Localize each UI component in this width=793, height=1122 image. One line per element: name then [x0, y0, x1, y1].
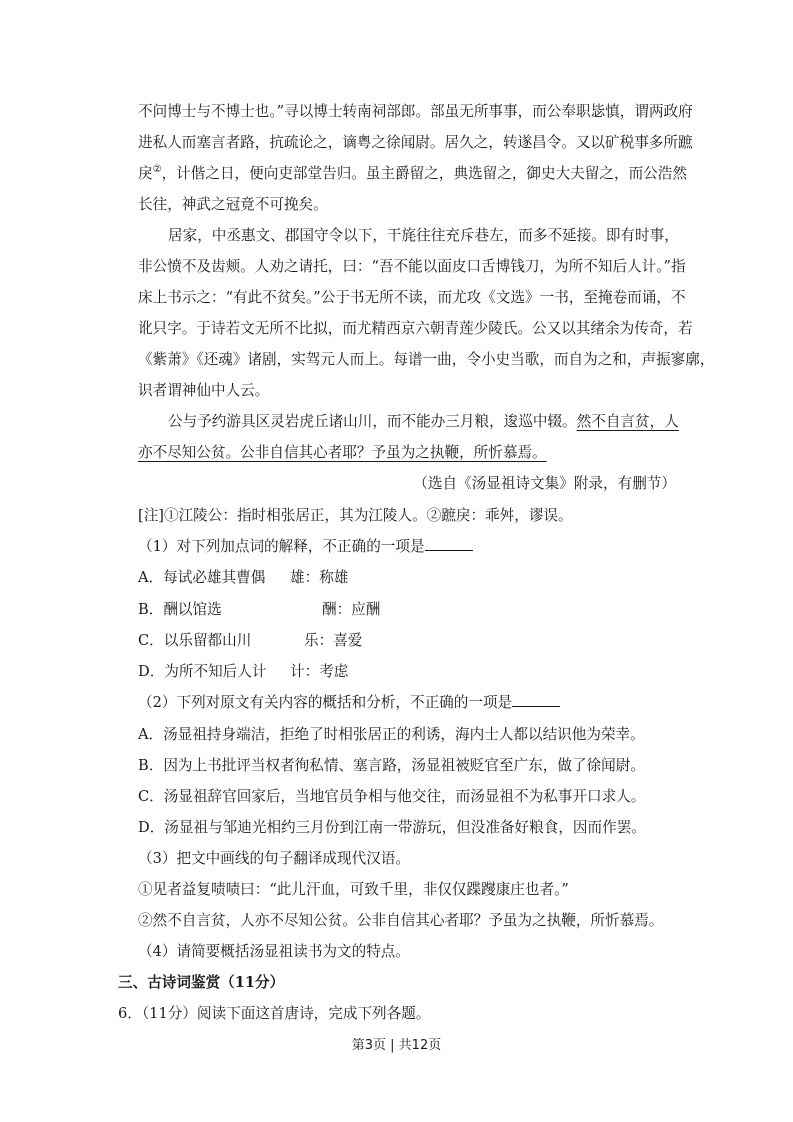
q3-sentence-2: ②然不自言贫，人亦不尽知公贫。公非自信其心者耶？予虽为之执鞭，所忻慕焉。 — [138, 912, 664, 929]
q1-option-a: A．每试必雄其曹偶 — [138, 569, 266, 586]
passage-line: 《紫萧》《还魂》诸剧，实驾元人而上。每谱一曲，令小史当歌，而自为之和，声振寥廓， — [138, 351, 715, 368]
question-stem: （2）下列对原文有关内容的概括和分析，不正确的一项是 — [138, 694, 513, 711]
footnote-mark: ② — [152, 164, 162, 176]
passage-line: 进私人而塞言者路，抗疏论之，谪粤之徐闻尉。居久之，转遂昌令。又以矿税事多所蹠 — [138, 134, 693, 151]
passage-line: 长往，神武之冠竟不可挽矣。 — [138, 196, 328, 213]
question-stem: （1）对下列加点词的解释，不正确的一项是 — [138, 538, 425, 555]
q1-option-c: C．以乐留都山川 — [138, 632, 252, 649]
question-6: 6．（11分）阅读下面这首唐诗，完成下列各题。 — [118, 1005, 431, 1022]
answer-blank — [512, 694, 560, 707]
q2-option-a: A．汤显祖持身端洁，拒绝了时相张居正的利诱，海内士人都以结识他为荣幸。 — [138, 726, 645, 743]
q1-option-b: B．酬以馆选 — [138, 601, 222, 618]
q2-option-d: D．汤显祖与邹迪光相约三月份到江南一带游玩，但没准备好粮食，因而作罢。 — [138, 819, 646, 836]
passage-text: ，计偕之日，便向吏部堂告归。虽主爵留之，典选留之，御史大夫留之，而公浩然 — [161, 165, 687, 182]
passage-line: 居家，中丞惠文、郡国守令以下，干旄往往充斥巷左，而多不延接。即有时事， — [168, 227, 679, 244]
passage-line — [168, 413, 679, 431]
passage-line: 床上书示之：“有此不贫矣。”公于书无所不读，而尤攻《文选》一书，至掩卷而诵，不 — [138, 289, 686, 306]
section-heading: 三、古诗词鉴赏（11分） — [118, 974, 285, 991]
question-4: （4）请简要概括汤显祖读书为文的特点。 — [138, 943, 410, 960]
underlined-sentence: 亦不尽知公贫。公非自信其心者耶？予虽为之执鞭，所忻慕焉。 — [138, 444, 547, 461]
passage-line: 识者谓神仙中人云。 — [138, 382, 270, 399]
passage-line — [138, 164, 687, 183]
q1-option-b-gloss: 酬：应酬 — [322, 601, 381, 618]
underlined-sentence: 然不自言贫，人 — [576, 413, 679, 430]
question-3: （3）把文中画线的句子翻译成现代汉语。 — [138, 850, 410, 867]
passage-line: 讹只字。于诗若文无所不比拟，而尤精西京六朝青莲少陵氏。公又以其绪余为传奇，若 — [138, 320, 693, 337]
page-footer: 第3页 | 共12页 — [351, 1038, 442, 1053]
q1-option-d: D．为所不知后人计 — [138, 663, 267, 680]
passage-line: 不问博士与不博士也。”寻以博士转南祠部郎。部虽无所事事，而公奉职毖慎，谓两政府 — [138, 103, 693, 120]
passage-text: 戾 — [138, 165, 153, 182]
question-1 — [138, 538, 473, 556]
source-citation: （选自《汤显祖诗文集》附录，有删节） — [413, 475, 676, 492]
q2-option-b: B．因为上书批评当权者徇私情、塞言路，汤显祖被贬官至广东，做了徐闻尉。 — [138, 757, 645, 774]
q1-option-d-gloss: 计：考虑 — [290, 663, 349, 680]
q3-sentence-1: ①见者益复啧啧曰：“此儿汗血，可致千里，非仅仅蹀躞康庄也者。” — [138, 881, 569, 898]
passage-text: 公与予约游具区灵岩虎丘诸山川，而不能办三月粮，逡巡中辍。 — [168, 413, 577, 430]
answer-blank — [425, 538, 473, 551]
q1-option-a-gloss: 雄：称雄 — [290, 569, 349, 586]
q2-option-c: C．汤显祖辞官回家后，当地官员争相与他交往，而汤显祖不为私事开口求人。 — [138, 788, 646, 805]
question-2 — [138, 694, 560, 712]
annotation-note: [注]①江陵公：指时相张居正，其为江陵人。②蹠戾：乖舛，谬误。 — [138, 507, 573, 524]
passage-line: 非公愤不及齿颊。人劝之请托，曰：“吾不能以面皮口舌博钱刀，为所不知后人计。”指 — [138, 258, 686, 275]
q1-option-c-gloss: 乐：喜爱 — [304, 632, 363, 649]
